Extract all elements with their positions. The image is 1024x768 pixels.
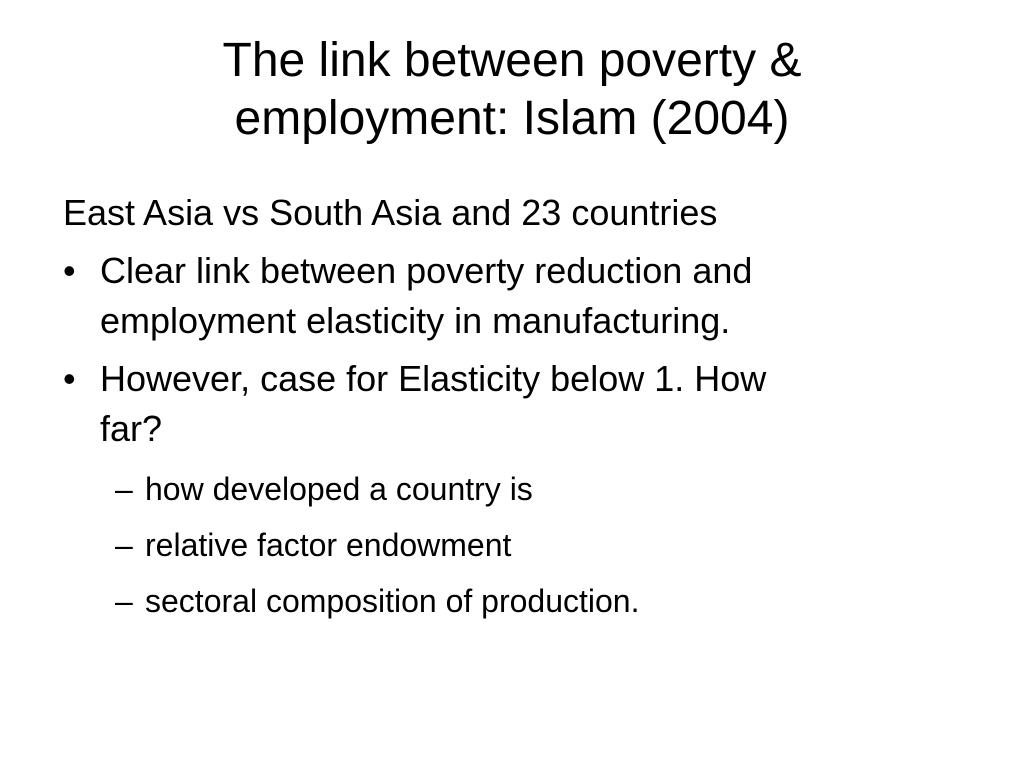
bullet-text-line-2: employment elasticity in manufacturing.	[100, 300, 731, 341]
bullet-item	[63, 354, 963, 454]
intro-text: East Asia vs South Asia and 23 countries	[63, 192, 718, 233]
sub-bullet-item	[63, 580, 963, 622]
sub-bullet-text: relative factor endowment	[145, 527, 512, 563]
sub-bullet-item	[63, 524, 963, 566]
slide-title-line-2: employment: Islam (2004)	[234, 92, 790, 145]
sub-bullet-text: how developed a country is	[145, 471, 533, 507]
bullet-marker: •	[63, 358, 76, 399]
dash-marker: –	[115, 527, 133, 563]
dash-marker: –	[115, 583, 133, 619]
slide-body	[63, 188, 963, 622]
bullet-item	[63, 246, 963, 346]
bullet-marker: •	[63, 250, 76, 291]
slide-title-line-1: The link between poverty &	[222, 34, 802, 87]
dash-marker: –	[115, 471, 133, 507]
bullet-text-line-1: However, case for Elasticity below 1. How	[100, 358, 767, 399]
slide-title	[60, 32, 964, 148]
sub-bullet-text: sectoral composition of production.	[145, 583, 640, 619]
bullet-text-line-1: Clear link between poverty reduction and	[100, 250, 753, 291]
sub-bullet-list	[63, 468, 963, 622]
sub-bullet-item	[63, 468, 963, 510]
bullet-text-line-2: far?	[100, 408, 163, 449]
